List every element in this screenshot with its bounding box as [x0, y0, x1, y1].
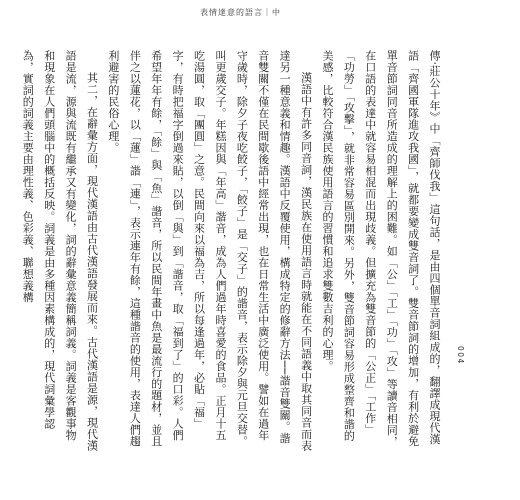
body-text [21, 50, 445, 452]
page-number: 004 [456, 346, 465, 365]
paragraph-3: 其二，在辭彙方面，現代漢語由古代漢語發展而來。古代漢語是源，現代漢語是流，源與流既有繼承又有變化，詞的辭彙意義簡稱詞義。詞義是客觀事物和現象在人們頭腦中的概括反映。詞義是由多種因素構成的，現代詞彙學認為，實詞的詞義主要由理性義、色彩義、聯想義構 [21, 50, 99, 452]
paragraph-1: 傳‧莊公十年》中「齊師伐我」這句話，是由四個單音詞組成的，翻譯成現代漢語「齊國軍隊進攻我國」，就都要變成雙音詞了。雙音節詞的增加，有利於避免單音節詞同音所造成的理解上的困難。如「公」「工」「功」「攻」等讀音相同，在口語的表達中就容易相混而出現歧義。但擴充為雙音節的「公正」「工作」「功勞」「攻擊」，就非常容易區別開來。另外，雙音節詞容易形成整齊和諧的美感，比較符合漢民族使用語言的習慣和追求雙數吉利的心理。 [320, 50, 441, 448]
running-header: 表情達意的語言｜中 [200, 8, 281, 17]
paragraph-2: 漢語中有許多同音詞，漢民族在使用語言時就能在不同語義中取其同音而表達另一種意義和情趣。漢語中反覆使用，構成特定的修辭方法──諧音雙關。諧音雙關不僅在民間歇後語中經常出現，也在日常生活中廣泛使用。譬如在過年守歲時，除夕子夜吃餃子，「餃子」是「交子」的諧音，表示除夕與元旦交替。叫更歲交子。年糕因與「年高」諧音，成為人們過年時喜愛的食品。正月十五吃湯圓，取「團圓」之意。民間向來以福為吉，所以每逢過年，必貼「福」字，有時把福字倒過來貼，以倒「與」到「諧音，取「福到了」的口彩。人們希望年年有餘，「餘」與「魚」諧音，所以民間年畫中魚是最流行的題材，並且伴之以蓮花，以「蓮」諧「連」，表示連年有餘，這種諧音的使用，表達人們趨利避害的民俗心理。 [106, 50, 313, 452]
